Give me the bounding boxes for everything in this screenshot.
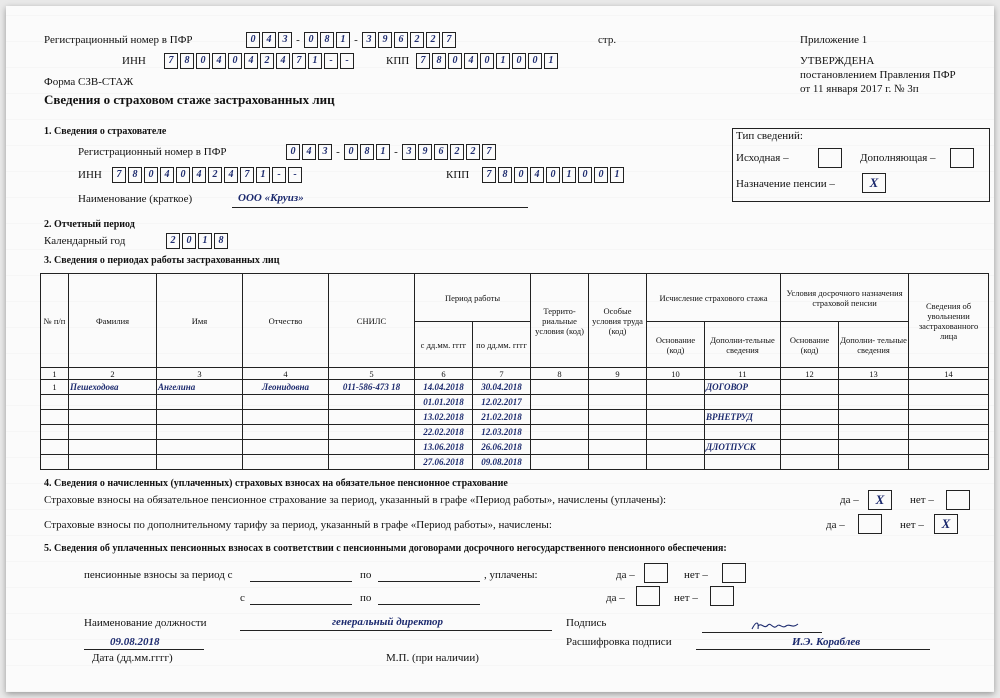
position-label: Наименование должности [84,617,207,629]
row-cell [647,380,705,395]
row1-yes-checkbox[interactable] [644,563,668,583]
section4-heading: 4. Сведения о начисленных (уплаченных) страховых взносах на обязательное пенсионное страхование [44,478,508,489]
column-number: 10 [647,368,705,380]
section1-kpp [482,167,626,183]
section5-heading: 5. Сведения об уплаченных пенсионных взносах в соответствии с пенсионными договорами досрочного негосударственного пенсионного обеспечения: [44,543,727,554]
inn-digit: 2 [260,53,274,69]
info-additional-checkbox[interactable] [950,148,974,168]
row-extra [705,425,781,440]
row-patronymic: Леонидовна [243,380,329,395]
header-kpp-label: КПП [386,55,410,67]
inn-digit: - [272,167,286,183]
info-additional-label: Дополняющая – [860,152,936,164]
kpp-digit: 0 [514,167,528,183]
row-extra: ДОГОВОР [705,380,781,395]
column-number: 6 [415,368,473,380]
reg-digit: 1 [376,144,390,160]
reg-digit: 3 [318,144,332,160]
info-type-heading: Тип сведений: [736,130,803,142]
kpp-digit: 1 [562,167,576,183]
kpp-digit: 8 [432,53,446,69]
row-from: 27.06.2018 [415,455,473,470]
row2-to-label: по [360,592,372,604]
row1-from-line[interactable] [250,581,352,582]
row-from: 14.04.2018 [415,380,473,395]
form-name: Форма СЗВ-СТАЖ [44,76,134,88]
row-to: 12.02.2017 [473,395,531,410]
date-line [84,649,204,650]
kpp-digit: 7 [416,53,430,69]
col-early-basis: Основание (код) [781,322,839,368]
row-cell [531,380,589,395]
reg-digit: 4 [262,32,276,48]
separator: - [394,146,398,158]
reg-digit: 7 [482,144,496,160]
reg-digit: 4 [302,144,316,160]
page-title: Сведения о страховом стаже застрахованных лиц [44,92,335,107]
col-surname: Фамилия [69,274,157,368]
row1-no-label: нет – [684,569,708,581]
row-extra: ВРНЕТРУД [705,410,781,425]
inn-digit: 1 [308,53,322,69]
kpp-digit: 0 [578,167,592,183]
row-extra [705,455,781,470]
reg-digit: 8 [360,144,374,160]
col-num: № п/п [41,274,69,368]
inn-digit: 4 [192,167,206,183]
reg-digit: 0 [344,144,358,160]
date-label: Дата (дд.мм.гггг) [92,652,173,664]
col-early-extra: Дополни- тельные сведения [839,322,909,368]
header-inn [164,53,356,69]
inn-digit: 7 [240,167,254,183]
row1-to-line[interactable] [378,581,480,582]
row-extra [705,395,781,410]
row1-paid-label: , уплачены: [484,569,538,581]
date-value: 09.08.2018 [110,636,160,648]
reg-digit: 6 [434,144,448,160]
row-snils: 011-586-473 18 [329,380,415,395]
signature-label: Подпись [566,617,607,629]
table-row [41,410,989,425]
row2-yes-checkbox[interactable] [636,586,660,606]
row-to: 26.06.2018 [473,440,531,455]
section2-heading: 2. Отчетный период [44,219,135,230]
kpp-digit: 0 [546,167,560,183]
year-digit: 1 [198,233,212,249]
info-pension-checkbox[interactable]: X [862,173,886,193]
reg-digit: 0 [246,32,260,48]
row-cell [589,380,647,395]
page-label: стр. [598,34,617,46]
table-row [41,395,989,410]
header-reg-number [246,32,458,48]
row-name: Ангелина [157,380,243,395]
inn-digit: 1 [256,167,270,183]
column-number: 1 [41,368,69,380]
separator: - [336,146,340,158]
col-calc: Исчисление страхового стажа [647,274,781,322]
inn-digit: 7 [292,53,306,69]
appendix: Приложение 1 [800,34,868,46]
col-from: с дд.мм. гггг [415,322,473,368]
reg-digit: 3 [402,144,416,160]
col-to: по дд.мм. гггг [473,322,531,368]
table-row [41,425,989,440]
column-numbers-row [41,368,989,380]
kpp-digit: 4 [530,167,544,183]
table-row [41,440,989,455]
line1-no-checkbox[interactable] [946,490,970,510]
section1-inn [112,167,304,183]
row-to: 12.03.2018 [473,425,531,440]
row-to: 21.02.2018 [473,410,531,425]
column-number: 14 [909,368,989,380]
row2-from-line[interactable] [250,604,352,605]
col-name: Имя [157,274,243,368]
approved: УТВЕРЖДЕНА [800,55,875,67]
year-label: Календарный год [44,235,126,247]
reg-digit: 3 [362,32,376,48]
kpp-digit: 1 [544,53,558,69]
header-kpp [416,53,560,69]
separator: - [354,34,358,46]
column-number: 2 [69,368,157,380]
year-digit: 2 [166,233,180,249]
kpp-digit: 8 [498,167,512,183]
column-number: 3 [157,368,243,380]
table-row [41,380,989,395]
section1-kpp-label: КПП [446,169,470,181]
inn-digit: 0 [144,167,158,183]
column-number: 7 [473,368,531,380]
reg-digit: 2 [466,144,480,160]
section1-inn-label: ИНН [78,169,102,181]
section1-heading: 1. Сведения о страхователе [44,126,167,137]
approved-date: от 11 января 2017 г. № 3п [800,83,919,95]
row2-yes-label: да – [606,592,625,604]
section1-reg-label: Регистрационный номер в ПФР [78,146,227,158]
col-early: Условия досрочного назначения страховой пенсии [781,274,909,322]
kpp-digit: 0 [512,53,526,69]
col-territorial: Террито- риальные условия (код) [531,274,589,368]
inn-digit: 0 [228,53,242,69]
column-number: 13 [839,368,909,380]
row2-no-label: нет – [674,592,698,604]
row-from: 13.06.2018 [415,440,473,455]
row2-no-checkbox[interactable] [710,586,734,606]
col-patronymic: Отчество [243,274,329,368]
reg-digit: 0 [286,144,300,160]
kpp-digit: 0 [448,53,462,69]
inn-digit: - [324,53,338,69]
row-num: 1 [41,380,69,395]
separator: - [296,34,300,46]
work-periods-table [40,273,989,470]
employer-name-line [232,207,528,208]
kpp-digit: 0 [528,53,542,69]
employer-name: ООО «Круиз» [238,192,304,204]
position-line [240,630,552,631]
kpp-digit: 7 [482,167,496,183]
col-period: Период работы [415,274,531,322]
row-cell [781,380,839,395]
signature-line [702,632,822,633]
inn-digit: 8 [180,53,194,69]
row2-to-line[interactable] [378,604,480,605]
column-number: 5 [329,368,415,380]
year-digit: 8 [214,233,228,249]
header-inn-label: ИНН [122,55,146,67]
row-cell [839,380,909,395]
row-extra: ДЛОТПУСК [705,440,781,455]
column-number: 4 [243,368,329,380]
reg-digit: 2 [426,32,440,48]
col-extra: Дополни-тельные сведения [705,322,781,368]
row-to: 09.08.2018 [473,455,531,470]
year-cells [166,233,230,249]
row1-to-label: по [360,569,372,581]
kpp-digit: 0 [480,53,494,69]
inn-digit: - [288,167,302,183]
kpp-digit: 4 [464,53,478,69]
row-cell [909,380,989,395]
reg-digit: 0 [304,32,318,48]
kpp-digit: 1 [610,167,624,183]
position-value: генеральный директор [332,616,444,628]
column-number: 11 [705,368,781,380]
year-digit: 0 [182,233,196,249]
row1-yes-label: да – [616,569,635,581]
inn-digit: - [340,53,354,69]
inn-digit: 0 [196,53,210,69]
reg-digit: 1 [336,32,350,48]
col-dismissal: Сведения об увольнении застрахованного лица [909,274,989,368]
reg-digit: 6 [394,32,408,48]
inn-digit: 8 [128,167,142,183]
section3-heading: 3. Сведения о периодах работы застрахованных лиц [44,255,280,266]
row-from: 22.02.2018 [415,425,473,440]
reg-digit: 9 [418,144,432,160]
reg-digit: 9 [378,32,392,48]
info-original-label: Исходная – [736,152,789,164]
kpp-digit: 1 [496,53,510,69]
line2-yes-label: да – [826,519,845,531]
line1-no-label: нет – [910,494,934,506]
inn-digit: 2 [208,167,222,183]
decode-value: И.Э. Кораблев [792,636,861,648]
inn-digit: 4 [160,167,174,183]
inn-digit: 4 [276,53,290,69]
reg-digit: 7 [442,32,456,48]
section5-row1-label: пенсионные взносы за период с [84,569,233,581]
inn-digit: 4 [224,167,238,183]
row1-no-checkbox[interactable] [722,563,746,583]
reg-digit: 8 [320,32,334,48]
section4-line2: Страховые взносы по дополнительному тарифу за период, указанный в графе «Период работы», начислены: [44,519,552,531]
line1-yes-checkbox[interactable]: X [868,490,892,510]
inn-digit: 4 [244,53,258,69]
col-special: Особые условия труда (код) [589,274,647,368]
approved-by: постановлением Правления ПФР [800,69,956,81]
inn-digit: 7 [112,167,126,183]
form-sheet [6,6,994,692]
row-from: 01.01.2018 [415,395,473,410]
info-pension-label: Назначение пенсии – [736,178,835,190]
table-row [41,455,989,470]
column-number: 12 [781,368,839,380]
inn-digit: 7 [164,53,178,69]
reg-digit: 2 [450,144,464,160]
row-to: 30.04.2018 [473,380,531,395]
reg-digit: 2 [410,32,424,48]
section1-name-label: Наименование (краткое) [78,193,193,205]
inn-digit: 0 [176,167,190,183]
stamp-label: М.П. (при наличии) [386,652,479,664]
column-number: 8 [531,368,589,380]
line2-no-checkbox[interactable]: X [934,514,958,534]
decode-line [696,649,930,650]
kpp-digit: 0 [594,167,608,183]
section1-reg-number [286,144,498,160]
section5-row2-label: с [240,592,245,604]
line2-yes-checkbox[interactable] [858,514,882,534]
column-number: 9 [589,368,647,380]
reg-digit: 3 [278,32,292,48]
header-reg-label: Регистрационный номер в ПФР [44,34,193,46]
decode-label: Расшифровка подписи [566,636,672,648]
section4-line1: Страховые взносы на обязательное пенсионное страхование за период, указанный в графе «Период работы», начислены (уплачены): [44,494,667,506]
row-surname: Пешеходова [69,380,157,395]
line2-no-label: нет – [900,519,924,531]
inn-digit: 4 [212,53,226,69]
col-snils: СНИЛС [329,274,415,368]
line1-yes-label: да – [840,494,859,506]
info-original-checkbox[interactable] [818,148,842,168]
row-from: 13.02.2018 [415,410,473,425]
col-basis: Основание (код) [647,322,705,368]
